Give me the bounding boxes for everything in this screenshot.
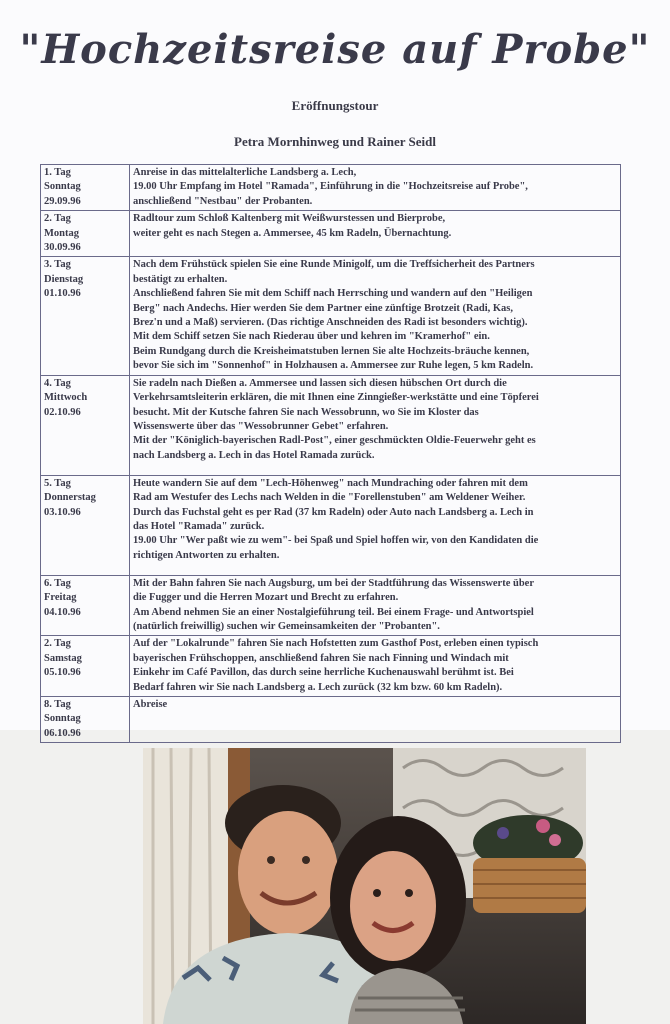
day-label-line: 2. Tag [44,638,71,650]
itinerary-description-cell [130,165,621,211]
description-line: richtigen Antworten zu erhalten. [133,549,280,561]
itinerary-row [41,257,621,375]
description-line: Abreise [133,698,168,710]
itinerary-row [41,375,621,475]
itinerary-row [41,211,621,257]
itinerary-description-cell [130,636,621,697]
itinerary-day-cell [41,475,130,575]
description-line: die Fugger und die Herren Mozart und Brecht zu erfahren. [133,592,399,604]
description-line: Berg" nach Andechs. Hier werden Sie dem Partner eine zünftige Brotzeit (Radi, Kas, [133,302,513,314]
description-line: anschließend "Nestbau" der Probanten. [133,195,313,207]
description-line: Auf der "Lokalrunde" fahren Sie nach Hofstetten zum Gasthof Post, erleben einen typisch [133,638,539,650]
description-line: bestätigt zu erhalten. [133,273,228,285]
day-label-line: Samstag [44,652,82,664]
day-label-line: 30.09.96 [44,242,81,254]
day-label-line: 4. Tag [44,377,71,389]
description-line: besucht. Mit der Kutsche fahren Sie nach Wessobrunn, wo Sie im Kloster das [133,406,479,418]
itinerary-row [41,575,621,636]
day-label-line: Sonntag [44,713,81,725]
description-line: Wissenswerte über das "Wessobrunner Gebet" erfahren. [133,420,389,432]
description-line: 19.00 Uhr "Wer paßt wie zu wem"- bei Spaß und Spiel hoffen wir, von den Kandidaten die [133,535,539,547]
description-line: Anreise in das mittelalterliche Landsberg a. Lech, [133,167,357,178]
description-line: bayerischen Frühschoppen, anschließend fahren Sie nach Finning und Windach mit [133,652,509,664]
day-label-line: 05.10.96 [44,667,81,679]
document-title: "Hochzeitsreise auf Probe" [19,26,651,73]
itinerary-description-cell [130,375,621,475]
itinerary-day-cell [41,636,130,697]
itinerary-row [41,696,621,742]
itinerary-day-cell [41,211,130,257]
day-label-line: 02.10.96 [44,406,81,418]
description-line: Mit dem Schiff setzen Sie nach Riederau über und kehren im "Kramerhof" ein. [133,331,490,343]
itinerary-row [41,475,621,575]
day-label-line: 1. Tag [44,167,71,178]
day-label-line: Freitag [44,592,77,604]
day-label-line: 3. Tag [44,259,71,271]
itinerary-description-cell [130,257,621,375]
description-line: Mit der "Königlich-bayerischen Radl-Post", einer geschmückten Oldie-Feuerwehr geht es [133,435,536,447]
itinerary-row [41,636,621,697]
day-label-line: 8. Tag [44,698,71,710]
description-line: Am Abend nehmen Sie an einer Nostalgieführung teil. Bei einem Frage- und Antwortspiel [133,606,534,618]
itinerary-table [40,164,621,743]
description-line: Brez'n und a Maß) servieren. (Das richtige Anschneiden des Radi ist besonders wichtig). [133,317,528,329]
description-line: Anschließend fahren Sie mit dem Schiff nach Herrsching und wandern auf den "Heiligen [133,288,533,300]
day-label-line: 06.10.96 [44,727,81,739]
itinerary-row [41,165,621,211]
itinerary-day-cell [41,165,130,211]
day-label-line: 29.09.96 [44,195,81,207]
day-label-line: Montag [44,227,79,239]
description-line: nach Landsberg a. Lech in das Hotel Ramada zurück. [133,449,375,461]
description-line: 19.00 Uhr Empfang im Hotel "Ramada", Einführung in die "Hochzeitsreise auf Probe", [133,181,528,193]
description-line: (natürlich freiwillig) suchen wir Gemeinsamkeiten der "Probanten". [133,620,440,632]
itinerary-day-cell [41,257,130,375]
description-line: Beim Rundgang durch die Kreisheimatstuben lernen Sie alte Hochzeits-bräuche kennen, [133,345,530,357]
day-label-line: 03.10.96 [44,506,81,518]
description-line: Einkehr im Café Pavillon, das durch seine herrliche Kuchenauswahl berühmt ist. Bei [133,667,514,679]
itinerary-day-cell [41,375,130,475]
description-line: Rad am Westufer des Lechs nach Welden in die "Forellenstuben" am Weldener Weiher. [133,492,526,504]
description-line: Radltour zum Schloß Kaltenberg mit Weißwurstessen und Bierprobe, [133,213,446,225]
day-label-line: Mittwoch [44,392,88,404]
couple-photo [143,748,586,1024]
day-label-line: Dienstag [44,273,84,285]
day-label-line: 6. Tag [44,577,71,589]
day-label-line: Sonntag [44,181,81,193]
description-line: bevor Sie sich im "Sonnenhof" in Holzhausen a. Ammersee zur Ruhe legen, 5 km Radeln. [133,360,534,372]
itinerary-description-cell [130,696,621,742]
itinerary-description-cell [130,575,621,636]
day-label-line: 2. Tag [44,213,71,225]
description-line: Nach dem Frühstück spielen Sie eine Runde Minigolf, um die Treffsicherheit des Partners [133,259,535,271]
description-line: Mit der Bahn fahren Sie nach Augsburg, um bei der Stadtführung das Wissenswerte über [133,577,535,589]
itinerary-description-cell [130,211,621,257]
day-label-line: 01.10.96 [44,288,81,300]
document-subtitle: Eröffnungstour [291,98,379,113]
day-label-line: 5. Tag [44,477,71,489]
description-line: Bedarf fahren wir Sie nach Landsberg a. Lech zurück (32 km bzw. 60 km Radeln). [133,681,503,693]
itinerary-day-cell [41,575,130,636]
participants: Petra Mornhinweg und Rainer Seidl [234,134,436,149]
day-label-line: 04.10.96 [44,606,81,618]
description-line: Verkehrsamtsleiterin erklären, die mit Ihnen eine Zinngießer-werkstätte und eine Töpferei [133,392,539,404]
day-label-line: Donnerstag [44,492,96,504]
description-line: Heute wandern Sie auf dem "Lech-Höhenweg" nach Mundraching oder fahren mit dem [133,477,528,489]
itinerary-day-cell [41,696,130,742]
description-line: Sie radeln nach Dießen a. Ammersee und lassen sich diesen hübschen Ort durch die [133,377,507,389]
description-line: das Hotel "Ramada" zurück. [133,520,265,532]
description-line: weiter geht es nach Stegen a. Ammersee, 45 km Radeln, Übernachtung. [133,227,452,239]
itinerary-description-cell [130,475,621,575]
description-line: Durch das Fuchstal geht es per Rad (37 km Radeln) oder Auto nach Landsberg a. Lech in [133,506,534,518]
